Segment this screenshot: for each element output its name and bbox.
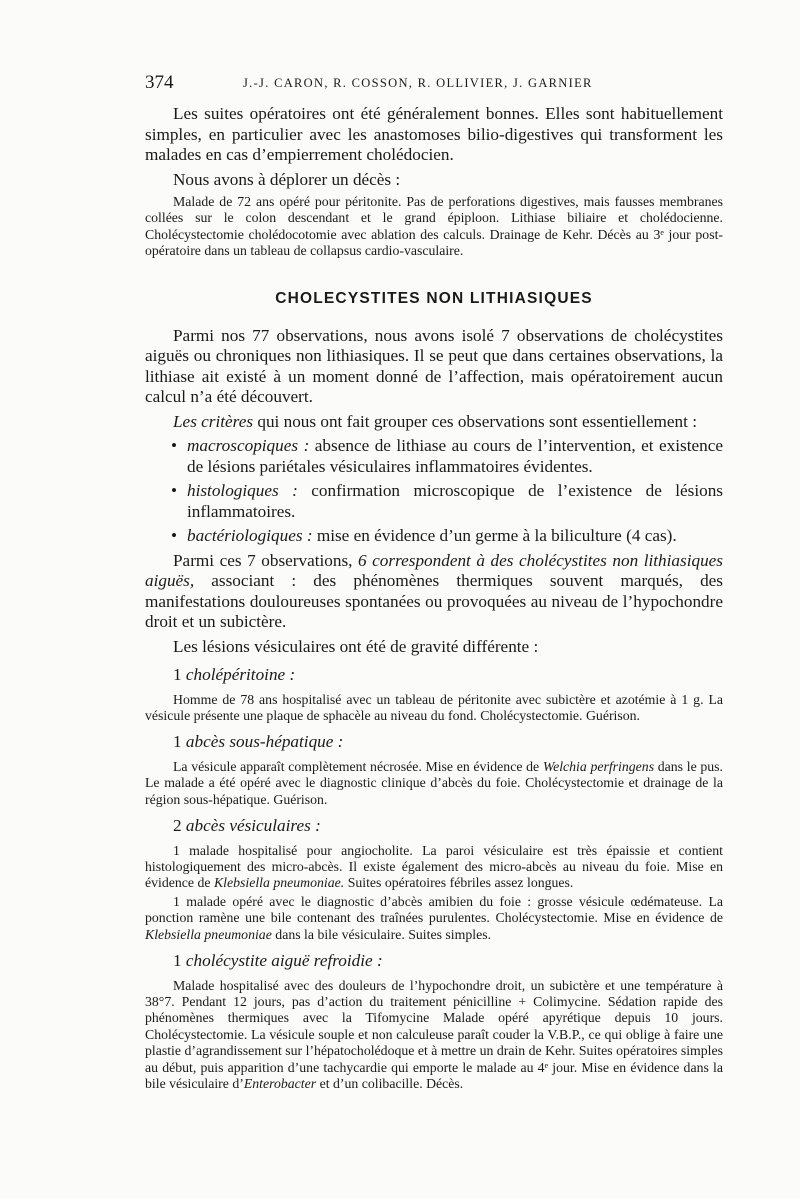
subheading-abces-sous-hepatique bbox=[173, 732, 723, 753]
case-text: La vésicule apparaît complètement nécrosée. Mise en évidence de bbox=[173, 758, 543, 774]
case-cholperitoine: Homme de 78 ans hospitalisé avec un tableau de péritonite avec subictère et azotémie à 1 g. La vésicule présente une plaque de sphacèle au niveau du fond. Cholécystectomie. Guérison. bbox=[145, 691, 723, 724]
list-item bbox=[171, 526, 723, 547]
criterion-term: histologiques : bbox=[187, 481, 298, 501]
subheading-cholperitoine bbox=[173, 665, 723, 686]
paragraph-criteres bbox=[145, 412, 723, 433]
subheading-count: 1 bbox=[173, 665, 182, 685]
criterion-text: absence de lithiase au cours de l’intervention, et existence de lésions pariétales vésiculaires inflammatoires évidentes. bbox=[187, 436, 723, 476]
aigues-text-b: associant : des phénomènes thermiques souvent marqués, des manifestations douloureuses spontanées ou provoquées au niveau de l’hypochondre droit et un subictère. bbox=[145, 571, 723, 632]
case-text: 1 malade hospitalisé pour angiocholite. La paroi vésiculaire est très épaissie et contient histologiquement des micro-abcès. Il existe également des micro-abcès au niveau du foie. Mise en évidence de bbox=[145, 842, 723, 891]
page-header bbox=[145, 72, 660, 94]
case-angiocholite bbox=[145, 843, 723, 892]
case-deces: Malade de 72 ans opéré pour péritonite. Pas de perforations digestives, mais fausses membranes collées sur le colon descendant et le grand épiploon. Lithiase biliaire et cholédocienne. Cholécystectomie cholédocotomie avec ablation des calculs. Drainage de Kehr. Décès au 3ᵉ jour post-opératoire dans un tableau de collapsus cardio-vasculaire. bbox=[145, 194, 723, 259]
subheading-count: 1 bbox=[173, 732, 182, 752]
aigues-text-a: Parmi ces 7 observations, bbox=[173, 550, 359, 570]
list-item bbox=[171, 481, 723, 522]
case-abces-sous-hepatique bbox=[145, 759, 723, 808]
section-title: CHOLECYSTITES NON LITHIASIQUES bbox=[275, 289, 593, 307]
paragraph-deces-intro: Nous avons à déplorer un décès : bbox=[173, 169, 401, 189]
species-name: Klebsiella pneumoniae. bbox=[213, 875, 345, 891]
bullet-icon: • bbox=[171, 481, 178, 501]
case-text: Suites opératoires fébriles assez longues. bbox=[344, 875, 574, 891]
case-abces-amibien bbox=[145, 894, 723, 943]
criterion-term: macroscopiques : bbox=[187, 436, 310, 456]
case-cholecystite-refroidie bbox=[145, 978, 723, 1093]
paragraph-aigues bbox=[145, 551, 723, 633]
subheading-abces-vesiculaires bbox=[173, 816, 723, 837]
criteria-list bbox=[145, 436, 723, 547]
bullet-icon: • bbox=[171, 436, 178, 456]
list-item bbox=[171, 436, 723, 477]
case-text: dans la bile vésiculaire. Suites simples. bbox=[271, 926, 492, 942]
criterion-text: confirmation microscopique de l’existence de lésions inflammatoires. bbox=[187, 481, 723, 521]
running-head-authors: J.-J. CARON, R. COSSON, R. OLLIVIER, J. GARNIER bbox=[243, 76, 593, 90]
case-text: et d’un colibacille. Décès. bbox=[316, 1076, 464, 1092]
bullet-icon: • bbox=[171, 526, 178, 546]
case-text: dans le pus. Le malade a été opéré avec le diagnostic clinique d’abcès du foie. Cholécystectomie et drainage de la région sous-hépatique. Guérison. bbox=[145, 758, 723, 807]
criteres-text: qui nous ont fait grouper ces observations sont essentiellement : bbox=[253, 411, 697, 431]
subheading-cholecystite-refroidie bbox=[173, 951, 723, 972]
case-text: Malade hospitalisé avec des douleurs de l’hypochondre droit, un subictère et une température à 38°7. Pendant 12 jours, pas d’action du traitement pénicilline + Colimycine. Sédation rapide des phénomènes thermiques avec la Tifomycine Malade opéré apyrétique depuis 10 jours. Cholécystectomie. La vésicule souple et non calculeuse paraît couder la V.B.P., ce qui oblige à faire une plastie d’agrandissement sur l’hépatocholédoque et à mettre un drain de Kehr. Suites opératoires simples au début, puis apparition d’une tachycardie qui emporte le malade au 4ᵉ jour. Mise en évidence dans la bile vésiculaire d’ bbox=[145, 977, 723, 1092]
paragraph-observations: Parmi nos 77 observations, nous avons isolé 7 observations de cholécystites aiguës ou chroniques non lithiasiques. Il se peut que dans certaines observations, la lithiase ait existé à un moment donné de l’affection, mais opératoirement aucun calcul n’a été découvert. bbox=[145, 325, 723, 407]
criterion-term: bactériologiques : bbox=[187, 526, 313, 546]
paragraph-suites: Les suites opératoires ont été généralement bonnes. Elles sont habituellement simples, en particulier avec les anastomoses bilio-digestives qui transforment les malades en cas d’empierrement cholédocien. bbox=[145, 104, 723, 164]
paragraph-gravite: Les lésions vésiculaires ont été de gravité différente : bbox=[173, 636, 539, 656]
subheading-count: 1 bbox=[173, 951, 182, 971]
species-name: Enterobacter bbox=[243, 1076, 317, 1092]
subheading-label: cholépéritoine : bbox=[181, 665, 296, 685]
subheading-label: abcès vésiculaires : bbox=[181, 816, 321, 836]
criteres-italic: Les critères bbox=[173, 411, 254, 431]
article-body bbox=[145, 104, 723, 1098]
subheading-label: cholécystite aiguë refroidie : bbox=[181, 951, 383, 971]
species-name: Klebsiella pneumoniae bbox=[145, 926, 272, 942]
aigues-italic: 6 correspondent à des cholécystites non lithiasiques aiguës, bbox=[145, 550, 723, 591]
case-text: 1 malade opéré avec le diagnostic d’abcès amibien du foie : grosse vésicule œdémateuse. La ponction ramène une bile contenant des traînées purulentes. Cholécystectomie. Mise en évidence de bbox=[145, 893, 723, 926]
subheading-label: abcès sous-hépatique : bbox=[181, 732, 344, 752]
subheading-count: 2 bbox=[173, 816, 182, 836]
criterion-text: mise en évidence d’un germe à la biliculture (4 cas). bbox=[312, 526, 677, 546]
species-name: Welchia perfringens bbox=[542, 758, 655, 774]
page-number: 374 bbox=[145, 72, 174, 93]
